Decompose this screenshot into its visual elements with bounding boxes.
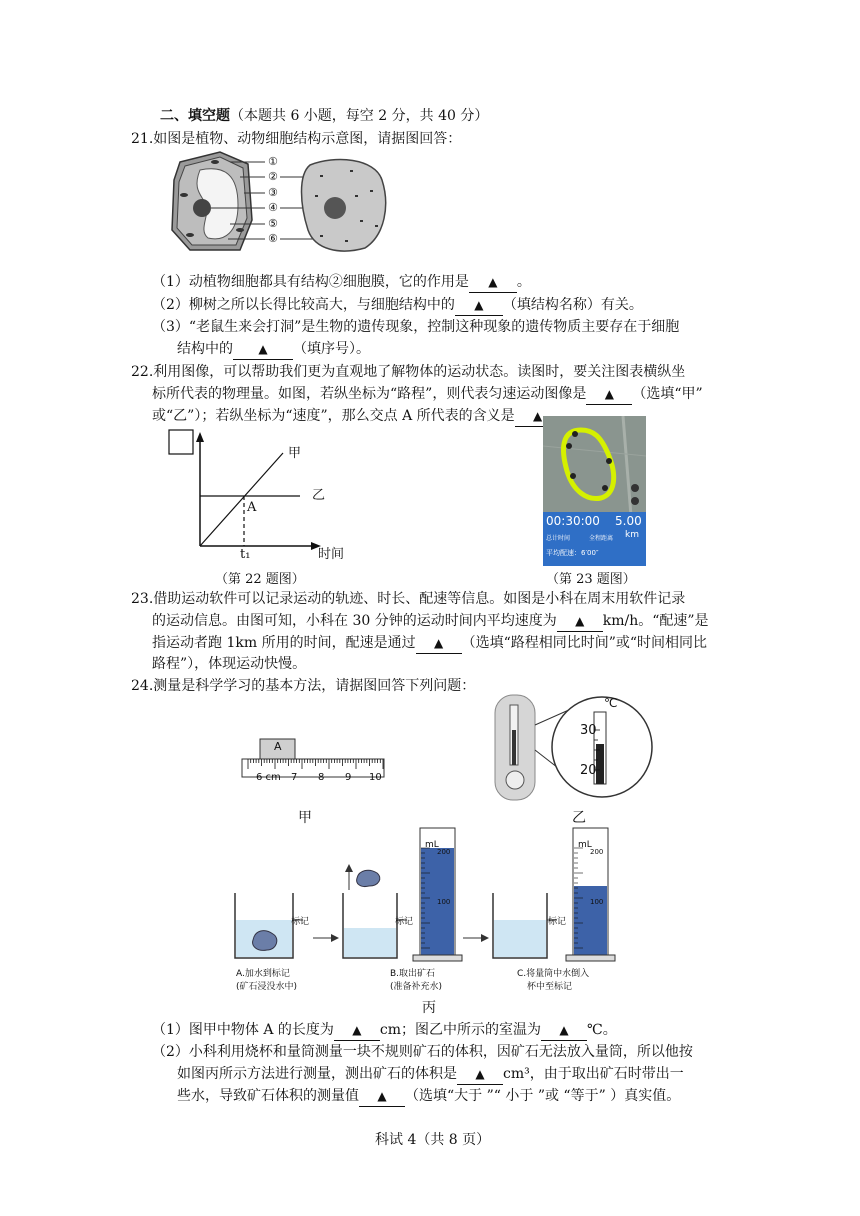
cell-diagram: [170, 150, 390, 255]
section-title: 二、填空题: [160, 108, 230, 124]
cyl1-200: 200: [437, 848, 451, 856]
step-c-line1: C.将量筒中水倒入: [517, 969, 590, 979]
q22-line3: 或“乙”）；若纵坐标为“速度”，那么交点 A 所代表的含义是 ▲: [152, 406, 575, 427]
ruler-tick-7: 7: [291, 772, 298, 783]
label-yi: 乙: [572, 810, 586, 826]
answer-blank[interactable]: ▲: [515, 406, 561, 427]
thermo-unit: ℃: [604, 696, 618, 710]
q21-stem: 21.如图是植物、动物细胞结构示意图，请据图回答：: [131, 131, 462, 147]
rock-a: [253, 931, 277, 951]
q23-line2: 的运动信息。由图可知，小科在 30 分钟的运动时间内平均速度为 ▲ km/h。“配速”是: [152, 611, 709, 632]
q22-line1: 22.利用图像，可以帮助我们更为直观地了解物体的运动状态。读图时，要关注图表横纵坐: [131, 364, 686, 380]
app-total-distance: 5.00: [615, 514, 642, 528]
q24-p1: （1）图甲中物体 A 的长度为 ▲ cm；图乙中所示的室温为 ▲ ℃。: [152, 1020, 617, 1041]
app-time-label: 总计时间: [546, 535, 571, 542]
answer-blank[interactable]: ▲: [334, 1020, 380, 1041]
app-stats-panel: [543, 512, 646, 566]
q24-stem: 24.测量是科学学习的基本方法，请据图回答下列问题：: [131, 678, 476, 694]
answer-blank[interactable]: ▲: [541, 1020, 587, 1041]
answer-blank[interactable]: ▲: [359, 1086, 405, 1107]
page-footer: 科试 4（共 8 页）: [375, 1132, 491, 1148]
graph-x-label: 时间: [318, 547, 345, 562]
graph-label-yi: 乙: [312, 488, 326, 503]
q24-p2-line1: （2）小科利用烧杯和量筒测量一块不规则矿石的体积，因矿石无法放入量筒，所以他按: [152, 1044, 693, 1060]
step-c-line2: 杯中至标记: [527, 982, 573, 992]
mark-label-b: 标记: [395, 917, 414, 927]
label-jia: 甲: [298, 810, 312, 826]
mark-label-a: 标记: [291, 917, 310, 927]
app-unit: km: [625, 530, 639, 540]
beaker-experiment: [225, 828, 620, 963]
q22-caption: （第 22 题图）: [215, 572, 305, 587]
answer-blank[interactable]: ▲: [557, 611, 603, 632]
step-b-line2: (准备补充水): [390, 982, 443, 992]
cyl1-ml: mL: [425, 840, 439, 850]
graph-label-jia: 甲: [288, 446, 302, 461]
q24-p2-line2: 如图丙所示方法进行测量，测出矿石的体积是 ▲ cm³，由于取出矿石时带出一: [177, 1064, 684, 1085]
plant-nucleus: [193, 199, 211, 217]
cyl2-100: 100: [590, 898, 604, 906]
line-jia: [200, 453, 283, 546]
step-a-line2: (矿石浸没水中): [236, 982, 298, 992]
q23-line4: 路程”），体现运动快慢。: [152, 656, 307, 672]
mark-label-c: 标记: [548, 917, 567, 927]
label-3: ③: [268, 186, 278, 199]
label-bing: 丙: [422, 1000, 436, 1016]
q21-p3-cont: 结构中的 ▲ （填序号）。: [177, 339, 370, 360]
ruler-tick-8: 8: [318, 772, 325, 783]
ruler-tick-10: 10: [369, 772, 382, 783]
app-average-pace: 平均配速：6′00″: [546, 549, 599, 557]
q21-p3: （3）“老鼠生来会打洞”是生物的遗传现象，控制这种现象的遗传物质主要存在于细胞: [152, 319, 680, 335]
graph-label-a: A: [247, 500, 257, 515]
q21-p1: （1）动植物细胞都具有结构②细胞膜，它的作用是 ▲ 。: [152, 272, 531, 293]
q24-p2-line3: 些水，导致矿石体积的测量值 ▲ （选填“大于 ”“ 小于 ”或 “等于” ）真实值。: [177, 1086, 680, 1107]
thermo-20: 20: [580, 763, 597, 778]
q23-caption: （第 23 题图）: [546, 572, 636, 587]
section-note: （本题共 6 小题，每空 2 分，共 40 分）: [230, 108, 489, 124]
q23-line1: 23.借助运动软件可以记录运动的轨迹、时长、配速等信息。如图是小科在周末用软件记录: [131, 591, 686, 607]
hygrometer-dial: [506, 771, 524, 789]
motion-graph: [165, 428, 365, 558]
rock-b: [357, 870, 380, 886]
answer-blank[interactable]: ▲: [416, 633, 462, 654]
thermo-30: 30: [580, 723, 597, 738]
label-6: ⑥: [268, 232, 278, 245]
q21-p2: （2）柳树之所以长得比较高大，与细胞结构中的 ▲ （填结构名称）有关。: [152, 295, 643, 316]
cyl2-ml: mL: [578, 840, 592, 850]
label-4: ④: [268, 201, 278, 214]
label-2: ②: [268, 170, 278, 183]
animal-nucleus: [324, 197, 346, 219]
step-a-line1: A.加水到标记: [236, 969, 290, 979]
q23-line3: 指运动者跑 1km 所用的时间，配速是通过 ▲ （选填“路程相同比时间”或“时间相同比: [152, 633, 707, 654]
cyl1-100: 100: [437, 898, 451, 906]
answer-blank[interactable]: ▲: [586, 384, 632, 405]
map-area: [543, 416, 646, 516]
q22-line2: 标所代表的物理量。如图，若纵坐标为“路程”，则代表匀速运动图像是 ▲ （选填“甲”: [152, 384, 703, 405]
app-distance-label: 全程距离: [589, 535, 614, 542]
answer-blank[interactable]: ▲: [455, 295, 503, 316]
answer-blank[interactable]: ▲: [233, 339, 293, 360]
object-a-label: A: [274, 740, 282, 753]
ruler-tick-9: 9: [345, 772, 352, 783]
graph-label-t1: t₁: [240, 547, 251, 562]
answer-blank[interactable]: ▲: [457, 1064, 503, 1085]
answer-blank[interactable]: ▲: [469, 272, 517, 293]
running-app-screenshot: [543, 416, 646, 566]
label-1: ①: [268, 155, 278, 168]
section-header: [160, 106, 488, 126]
y-axis-label-box: [169, 430, 193, 454]
thermometer-diagram: [490, 690, 660, 805]
step-b-line1: B.取出矿石: [390, 969, 436, 979]
cyl2-200: 200: [590, 848, 604, 856]
app-total-time: 00:30:00: [546, 514, 600, 528]
ruler-tick-6: 6 cm: [256, 772, 281, 783]
label-5: ⑤: [268, 217, 278, 230]
